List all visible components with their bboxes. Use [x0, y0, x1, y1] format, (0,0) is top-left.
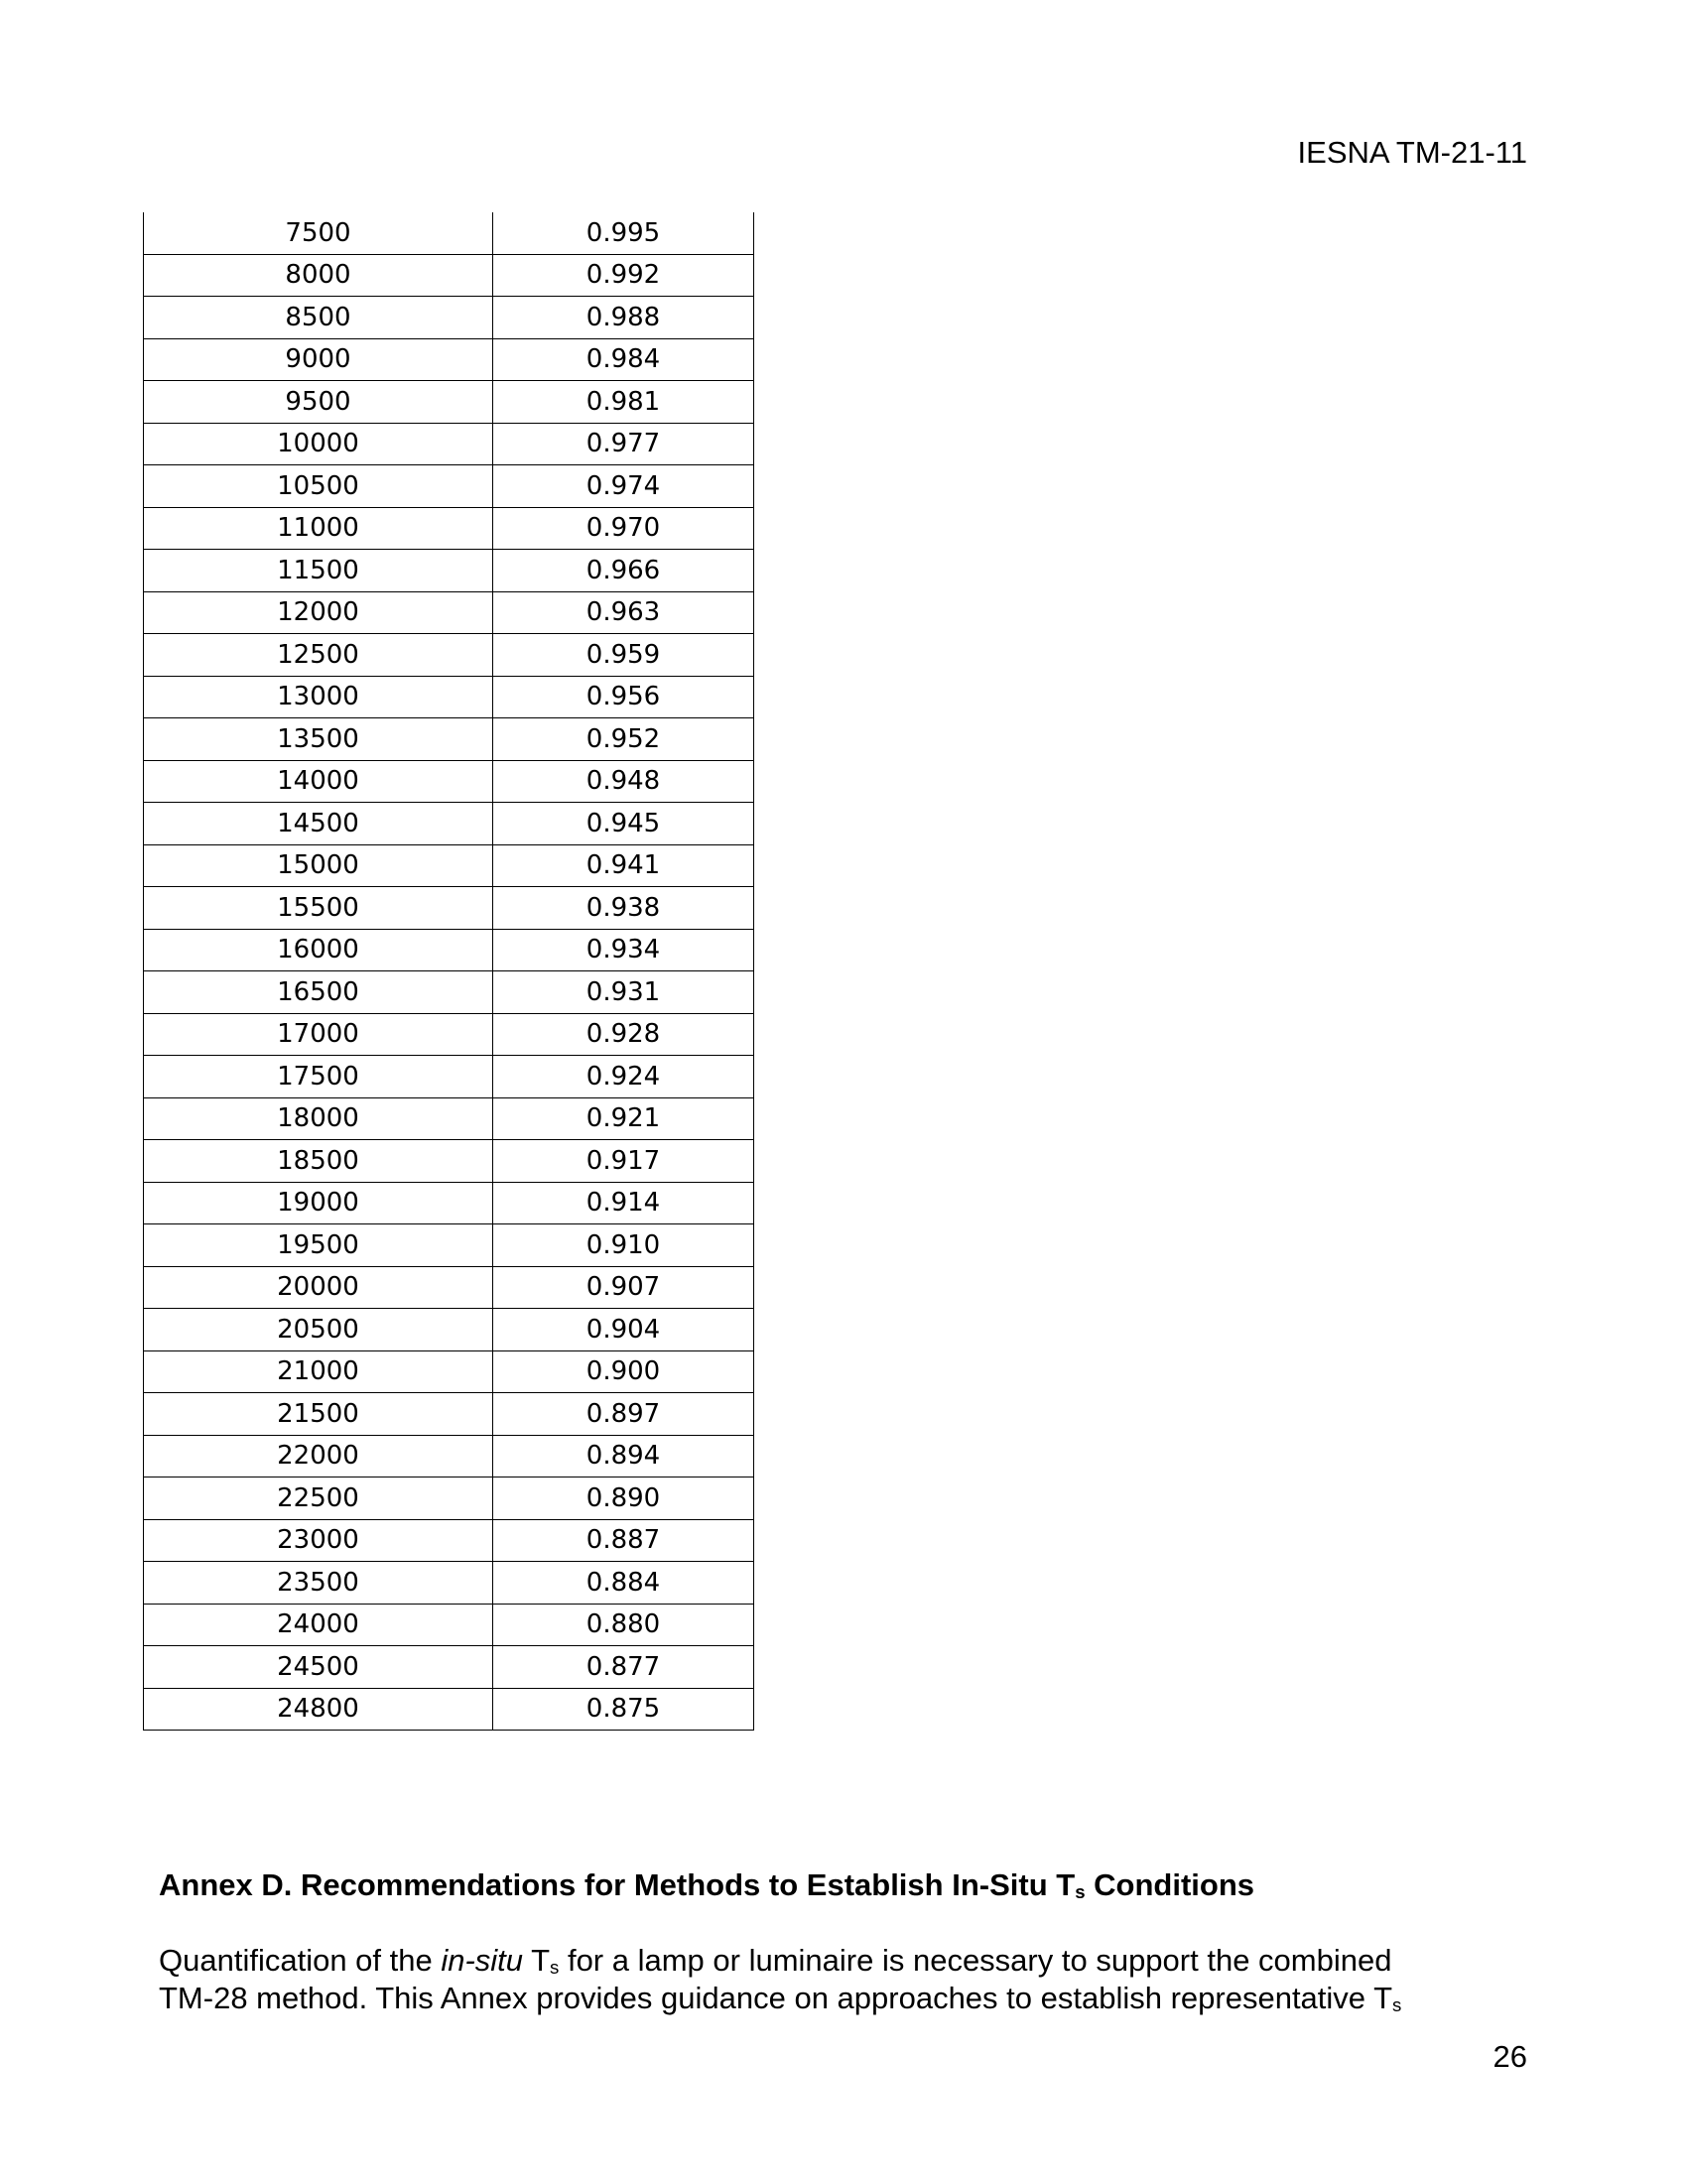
hours-cell: 15000	[144, 844, 493, 887]
hours-cell: 12500	[144, 634, 493, 677]
factor-cell: 0.974	[493, 465, 754, 508]
table-row	[144, 1519, 754, 1562]
factor-cell: 0.984	[493, 338, 754, 381]
table-row	[144, 1140, 754, 1183]
hours-cell: 19500	[144, 1224, 493, 1267]
table-row	[144, 465, 754, 508]
hours-cell: 20500	[144, 1309, 493, 1351]
hours-cell: 20000	[144, 1266, 493, 1309]
table-row	[144, 1097, 754, 1140]
factor-cell: 0.945	[493, 803, 754, 845]
hours-cell: 17500	[144, 1056, 493, 1098]
factor-cell: 0.959	[493, 634, 754, 677]
table-row	[144, 1309, 754, 1351]
factor-cell: 0.948	[493, 760, 754, 803]
factor-cell: 0.894	[493, 1435, 754, 1477]
table-row	[144, 1477, 754, 1520]
factor-cell: 0.941	[493, 844, 754, 887]
factor-cell: 0.928	[493, 1013, 754, 1056]
annex-heading-text: Annex D. Recommendations for Methods to Establish In-Situ T	[159, 1867, 1076, 1902]
factor-cell: 0.887	[493, 1519, 754, 1562]
hours-cell: 18000	[144, 1097, 493, 1140]
annex-paragraph	[159, 1942, 1568, 2017]
table-row	[144, 634, 754, 677]
table-row	[144, 760, 754, 803]
factor-cell: 0.921	[493, 1097, 754, 1140]
table-row	[144, 1562, 754, 1605]
factor-cell: 0.877	[493, 1646, 754, 1689]
table-row	[144, 676, 754, 718]
hours-cell: 23000	[144, 1519, 493, 1562]
factor-cell: 0.904	[493, 1309, 754, 1351]
table-row	[144, 1604, 754, 1646]
factor-cell: 0.970	[493, 507, 754, 550]
annex-d-heading	[159, 1867, 1254, 1903]
hours-cell: 24800	[144, 1688, 493, 1731]
hours-cell: 7500	[144, 212, 493, 254]
paragraph-text: Quantification of the	[159, 1943, 442, 1978]
hours-cell: 10500	[144, 465, 493, 508]
hours-cell: 13500	[144, 718, 493, 761]
factor-cell: 0.988	[493, 297, 754, 339]
hours-cell: 10000	[144, 423, 493, 465]
table-row	[144, 1435, 754, 1477]
hours-cell: 24500	[144, 1646, 493, 1689]
hours-cell: 16000	[144, 929, 493, 971]
table-row	[144, 212, 754, 254]
table-row	[144, 1013, 754, 1056]
factor-cell: 0.907	[493, 1266, 754, 1309]
factor-cell: 0.963	[493, 591, 754, 634]
paragraph-line-2	[159, 1980, 1568, 2017]
table-row	[144, 297, 754, 339]
paragraph-subscript: s	[1392, 1993, 1402, 2015]
factor-cell: 0.875	[493, 1688, 754, 1731]
annex-heading-subscript: s	[1075, 1880, 1086, 1902]
factor-cell: 0.917	[493, 1140, 754, 1183]
paragraph-text: TM-28 method. This Annex provides guidance on approaches to establish representative T	[159, 1981, 1393, 2015]
table-row	[144, 1646, 754, 1689]
hours-cell: 22000	[144, 1435, 493, 1477]
hours-cell: 13000	[144, 676, 493, 718]
table-row	[144, 1266, 754, 1309]
hours-cell: 17000	[144, 1013, 493, 1056]
factor-cell: 0.966	[493, 550, 754, 592]
table-body	[144, 212, 754, 1731]
hours-cell: 14000	[144, 760, 493, 803]
factor-cell: 0.992	[493, 254, 754, 297]
factor-cell: 0.934	[493, 929, 754, 971]
table-row	[144, 971, 754, 1014]
hours-cell: 23500	[144, 1562, 493, 1605]
hours-cell: 11000	[144, 507, 493, 550]
hours-cell: 9500	[144, 381, 493, 424]
hours-cell: 21000	[144, 1350, 493, 1393]
annex-heading-text-end: Conditions	[1085, 1867, 1255, 1902]
hours-cell: 21500	[144, 1393, 493, 1436]
table-row	[144, 929, 754, 971]
hours-cell: 18500	[144, 1140, 493, 1183]
factor-cell: 0.880	[493, 1604, 754, 1646]
table-row	[144, 423, 754, 465]
factor-cell: 0.995	[493, 212, 754, 254]
factor-cell: 0.931	[493, 971, 754, 1014]
table-row	[144, 844, 754, 887]
page-number: 26	[1493, 2039, 1527, 2074]
table-row	[144, 1350, 754, 1393]
factor-cell: 0.914	[493, 1182, 754, 1224]
table-row	[144, 887, 754, 930]
factor-cell: 0.910	[493, 1224, 754, 1267]
factor-cell: 0.952	[493, 718, 754, 761]
hours-cell: 22500	[144, 1477, 493, 1520]
hours-cell: 8500	[144, 297, 493, 339]
table-row	[144, 591, 754, 634]
factor-cell: 0.897	[493, 1393, 754, 1436]
table-row	[144, 1056, 754, 1098]
table-row	[144, 338, 754, 381]
factor-cell: 0.900	[493, 1350, 754, 1393]
hours-cell: 8000	[144, 254, 493, 297]
lumen-maintenance-table	[143, 212, 754, 1731]
table-row	[144, 718, 754, 761]
paragraph-subscript: s	[550, 1956, 560, 1978]
paragraph-italic-text: in-situ	[441, 1943, 524, 1978]
factor-cell: 0.938	[493, 887, 754, 930]
factor-cell: 0.924	[493, 1056, 754, 1098]
hours-cell: 15500	[144, 887, 493, 930]
hours-cell: 12000	[144, 591, 493, 634]
document-id-header: IESNA TM-21-11	[1297, 135, 1527, 170]
hours-cell: 24000	[144, 1604, 493, 1646]
hours-cell: 14500	[144, 803, 493, 845]
factor-cell: 0.890	[493, 1477, 754, 1520]
paragraph-text: T	[523, 1943, 551, 1978]
table-row	[144, 1688, 754, 1731]
table-row	[144, 1182, 754, 1224]
table-row	[144, 1224, 754, 1267]
table-row	[144, 507, 754, 550]
factor-cell: 0.884	[493, 1562, 754, 1605]
factor-cell: 0.956	[493, 676, 754, 718]
factor-cell: 0.977	[493, 423, 754, 465]
hours-cell: 16500	[144, 971, 493, 1014]
factor-cell: 0.981	[493, 381, 754, 424]
table-row	[144, 803, 754, 845]
hours-cell: 9000	[144, 338, 493, 381]
table-row	[144, 254, 754, 297]
paragraph-line-1	[159, 1942, 1568, 1980]
hours-cell: 19000	[144, 1182, 493, 1224]
paragraph-text: for a lamp or luminaire is necessary to support the combined	[559, 1943, 1392, 1978]
table-row	[144, 381, 754, 424]
table-row	[144, 1393, 754, 1436]
hours-cell: 11500	[144, 550, 493, 592]
table-row	[144, 550, 754, 592]
